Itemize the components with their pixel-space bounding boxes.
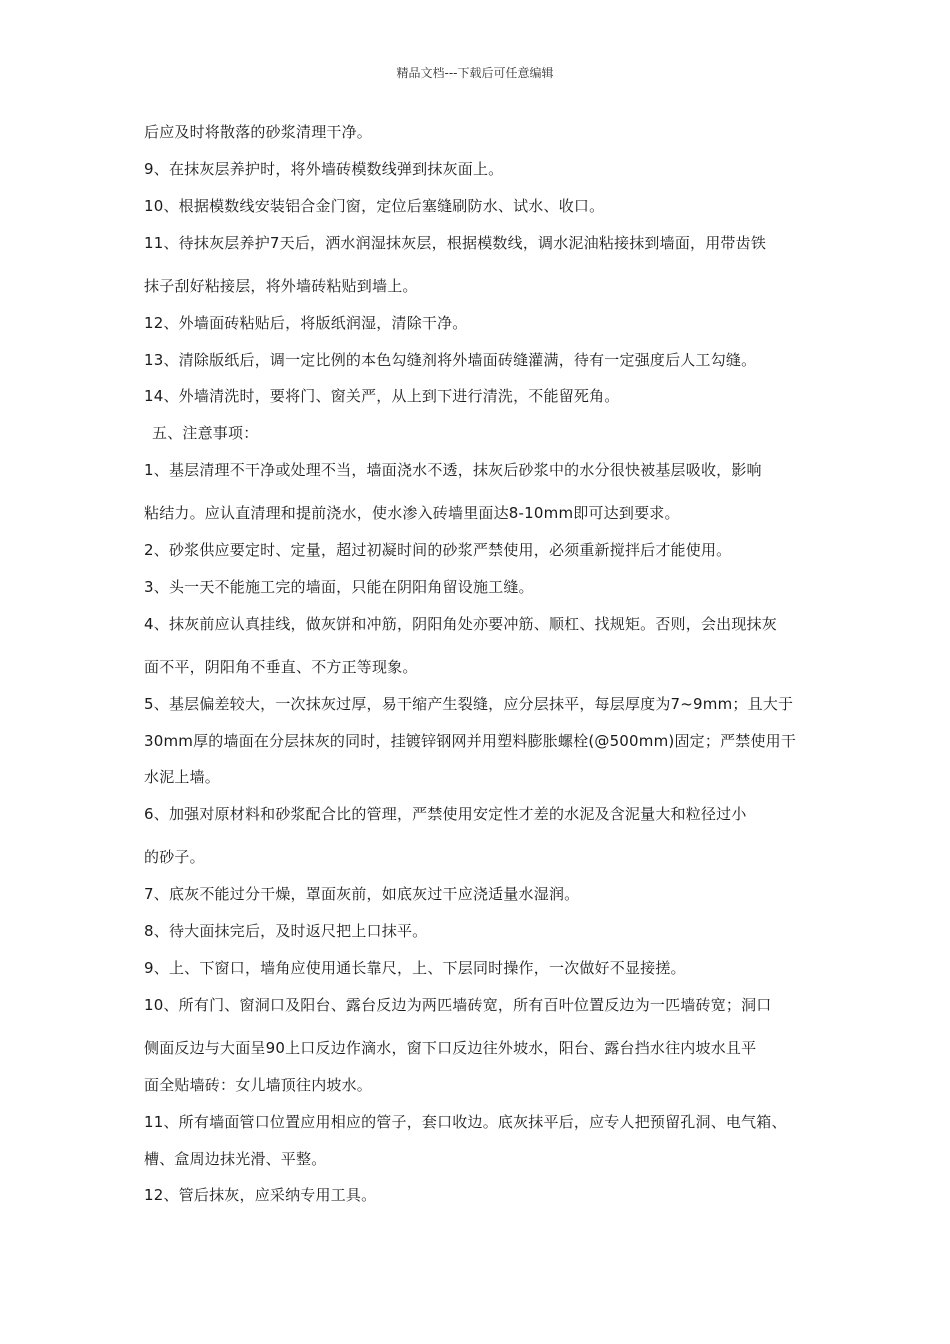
text-line: 侧面反边与大面呈90上口反边作滴水，窗下口反边往外坡水，阳台、露台挡水往内坡水且平 — [144, 1039, 757, 1057]
text-line: 10、所有门、窗洞口及阳台、露台反边为两匹墙砖宽，所有百叶位置反边为一匹墙砖宽；洞口 — [144, 996, 772, 1014]
text-line: 12、外墙面砖粘贴后，将版纸润湿，清除干净。 — [144, 314, 468, 332]
text-line: 14、外墙清洗时，要将门、窗关严，从上到下进行清洗，不能留死角。 — [144, 387, 620, 405]
text-line: 11、待抹灰层养护7天后，洒水润湿抹灰层，根据模数线，调水泥油粘接抹到墙面，用带齿铁 — [144, 234, 767, 252]
text-line: 的砂子。 — [144, 848, 205, 866]
text-line: 7、底灰不能过分干燥，罩面灰前，如底灰过干应浇适量水湿润。 — [144, 885, 580, 903]
text-line: 9、上、下窗口，墙角应使用通长靠尺，上、下层同时操作，一次做好不显接搓。 — [144, 959, 686, 977]
text-line: 13、清除版纸后，调一定比例的本色勾缝剂将外墙面砖缝灌满，待有一定强度后人工勾缝。 — [144, 351, 757, 369]
text-line: 面全贴墙砖：女儿墙顶往内坡水。 — [144, 1076, 373, 1094]
section-heading: 五、注意事项： — [152, 424, 259, 442]
text-line: 5、基层偏差较大，一次抹灰过厚，易干缩产生裂缝，应分层抹平，每层厚度为7~9mm；且大于 — [144, 695, 794, 713]
text-line: 4、抹灰前应认真挂线，做灰饼和冲筋，阴阳角处亦要冲筋、顺杠、找规矩。否则，会出现抹灰 — [144, 615, 777, 633]
text-line: 后应及时将散落的砂浆清理干净。 — [144, 123, 373, 141]
text-line: 12、管后抹灰，应采纳专用工具。 — [144, 1186, 377, 1204]
text-line: 10、根据模数线安装铝合金门窗，定位后塞缝刷防水、试水、收口。 — [144, 197, 605, 215]
text-line: 槽、盒周边抹光滑、平整。 — [144, 1150, 327, 1168]
page-header: 精品文档---下载后可任意编辑 — [396, 66, 554, 80]
text-line: 1、基层清理不干净或处理不当，墙面浇水不透，抹灰后砂浆中的水分很快被基层吸收，影响 — [144, 461, 762, 479]
text-line: 3、头一天不能施工完的墙面，只能在阴阳角留设施工缝。 — [144, 578, 534, 596]
text-line: 面不平，阴阳角不垂直、不方正等现象。 — [144, 658, 418, 676]
text-line: 11、所有墙面管口位置应用相应的管子，套口收边。底灰抹平后，应专人把预留孔洞、电气箱、 — [144, 1113, 787, 1131]
text-line: 2、砂浆供应要定时、定量，超过初凝时间的砂浆严禁使用，必须重新搅拌后才能使用。 — [144, 541, 732, 559]
text-line: 粘结力。应认直清理和提前浇水，使水渗入砖墙里面达8-10mm即可达到要求。 — [144, 504, 680, 522]
text-line: 水泥上墙。 — [144, 768, 221, 786]
text-line: 30mm厚的墙面在分层抹灰的同时，挂镀锌钢网并用塑料膨胀螺栓(@500mm)固定；严禁使用干 — [144, 732, 797, 750]
text-line: 抹子刮好粘接层，将外墙砖粘贴到墙上。 — [144, 277, 418, 295]
text-line: 6、加强对原材料和砂浆配合比的管理，严禁使用安定性才差的水泥及含泥量大和粒径过小 — [144, 805, 747, 823]
text-line: 9、在抹灰层养护时，将外墙砖模数线弹到抹灰面上。 — [144, 160, 504, 178]
text-line: 8、待大面抹完后，及时返尺把上口抹平。 — [144, 922, 428, 940]
